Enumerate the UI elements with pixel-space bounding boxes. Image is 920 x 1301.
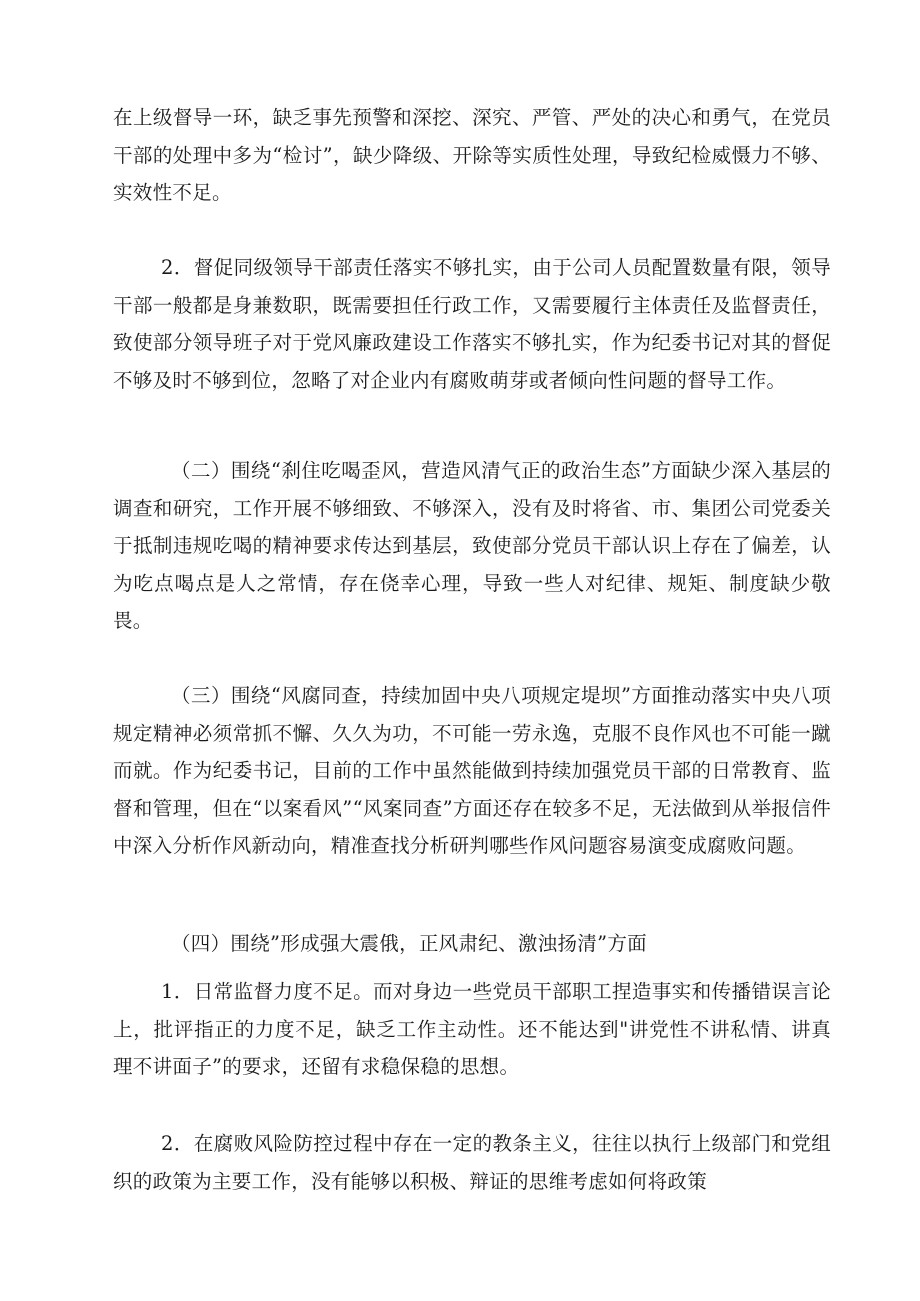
paragraph-item-1-daily-supervision: 1．日常监督力度不足。而对身边一些党员干部职工捏造事实和传播错误言论上，批评指正的力度不足，缺乏工作主动性。还不能达到"讲党性不讲私情、讲真理不讲面子”的要求，还留有求稳保稳的思想。 <box>113 980 831 1078</box>
paragraph-section-3: （三）围绕“风腐同查，持续加固中央八项规定堤坝”方面推动落实中央八项规定精神必须常抓不懈、久久为功，不可能一劳永逸，克服不良作风也不可能一蹴而就。作为纪委书记，目前的工作中虽然能做到持续加强党员干部的日常教育、监督和管理，但在“以案看风”“风案同查”方面还存在较多不足，无法做到从举报信件中深入分析作风新动向，精准查找分析研判哪些作风问题容易演变成腐败问题。 <box>113 684 831 857</box>
paragraph-section-2: （二）围绕“刹住吃喝歪风，营造风清气正的政治生态”方面缺少深入基层的调查和研究，工作开展不够细致、不够深入，没有及时将省、市、集团公司党委关于抵制违规吃喝的精神要求传达到基层，致使部分党员干部认识上存在了偏差，认为吃点喝点是人之常情，存在侥幸心理，导致一些人对纪律、规矩、制度缺少敬畏。 <box>113 459 831 632</box>
paragraph-section-4-heading: （四）围绕”形成强大震俄，正风肃纪、激浊扬清”方面 <box>171 932 647 955</box>
paragraph-item-2-risk-control: 2．在腐败风险防控过程中存在一定的教条主义，往往以执行上级部门和党组织的政策为主要工作，没有能够以积极、辩证的思维考虑如何将政策 <box>113 1132 831 1193</box>
paragraph-item-2-supervision: 2．督促同级领导干部责任落实不够扎实，由于公司人员配置数量有限，领导干部一般都是身兼数职，既需要担任行政工作，又需要履行主体责任及监督责任，致使部分领导班子对于党风廉政建设工作落实不够扎实，作为纪委书记对其的督促不够及时不够到位，忽略了对企业内有腐败萌芽或者倾向性问题的督导工作。 <box>113 256 831 392</box>
paragraph-continuation: 在上级督导一环，缺乏事先预警和深挖、深究、严管、严处的决心和勇气，在党员干部的处理中多为“检讨”，缺少降级、开除等实质性处理，导致纪检威慑力不够、实效性不足。 <box>113 106 831 204</box>
